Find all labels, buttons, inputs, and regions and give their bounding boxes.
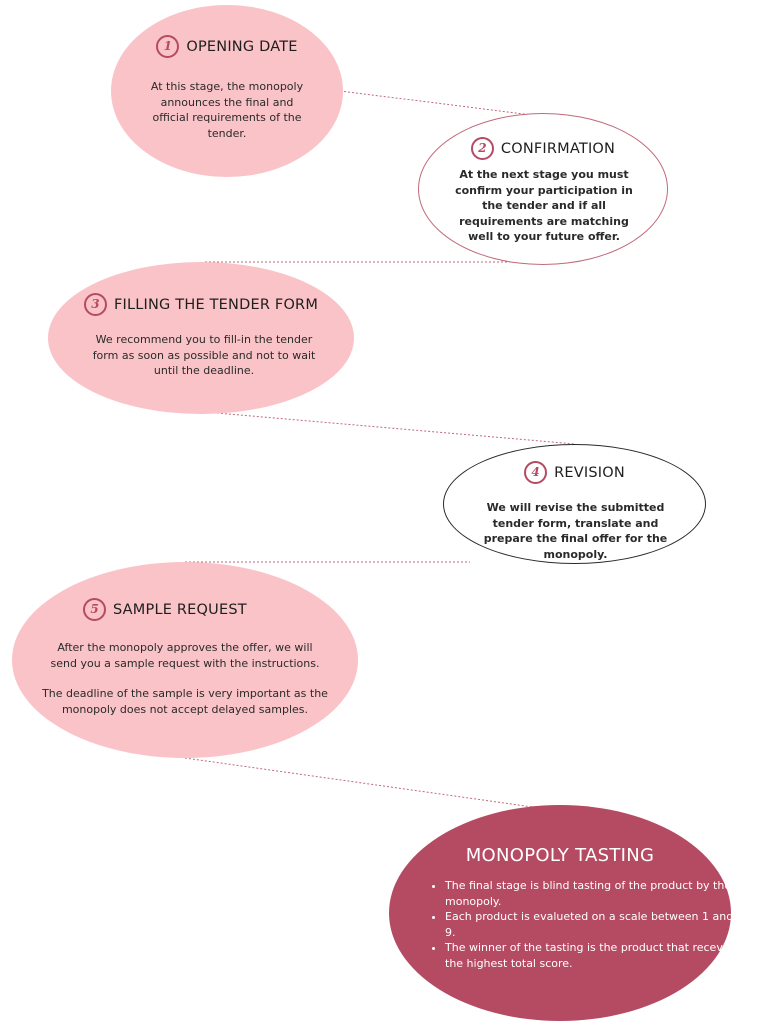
step-5-text: After the monopoly approves the offer, we will send you a sample request with the instructions. <box>50 641 320 670</box>
step-1-number: 1 <box>156 35 179 58</box>
step-4-number: 4 <box>524 461 547 484</box>
connector-1-2 <box>340 91 548 117</box>
step-3-header <box>48 293 354 316</box>
step-3-title: FILLING THE TENDER FORM <box>113 296 319 313</box>
step-revision <box>443 444 706 564</box>
step-monopoly-tasting <box>389 805 734 1021</box>
step-4-title: REVISION <box>554 464 625 481</box>
step-opening-date <box>111 5 343 177</box>
connector-5-final <box>185 758 575 813</box>
step-1-title: OPENING DATE <box>186 38 298 55</box>
step-1-header <box>111 35 343 58</box>
connector-3-4 <box>205 412 575 444</box>
final-title: MONOPOLY TASTING <box>465 845 655 866</box>
step-5-header <box>12 598 358 621</box>
step-confirmation <box>418 113 668 265</box>
step-4-header <box>444 461 705 484</box>
step-filling-tender-form <box>48 262 354 414</box>
step-2-header <box>419 137 667 160</box>
final-bullet: • The final stage is blind tasting of the product by the monopoly. <box>445 878 745 909</box>
step-2-title: CONFIRMATION <box>500 140 616 157</box>
step-5-number: 5 <box>83 598 106 621</box>
step-sample-request <box>12 562 358 758</box>
final-bullet-list <box>431 878 745 971</box>
step-3-number: 3 <box>84 293 107 316</box>
final-bullet: • Each product is evalueted on a scale between 1 and 9. <box>445 909 745 940</box>
step-2-number: 2 <box>471 137 494 160</box>
step-2-text: At the next stage you must confirm your participation in the tender and if all requirements are matching well to your future offer. <box>455 168 633 243</box>
step-1-text: At this stage, the monopoly announces the final and official requirements of the tender. <box>150 80 304 140</box>
step-3-text: We recommend you to fill-in the tender form as soon as possible and not to wait until the deadline. <box>92 333 316 377</box>
step-4-text: We will revise the submitted tender form, translate and prepare the final offer for the monopoly. <box>483 501 668 561</box>
final-bullet: • The winner of the tasting is the product that recevie the highest total score. <box>445 940 745 971</box>
step-5-text-2: The deadline of the sample is very important as the monopoly does not accept delayed samples. <box>42 687 328 716</box>
step-5-title: SAMPLE REQUEST <box>113 601 247 618</box>
